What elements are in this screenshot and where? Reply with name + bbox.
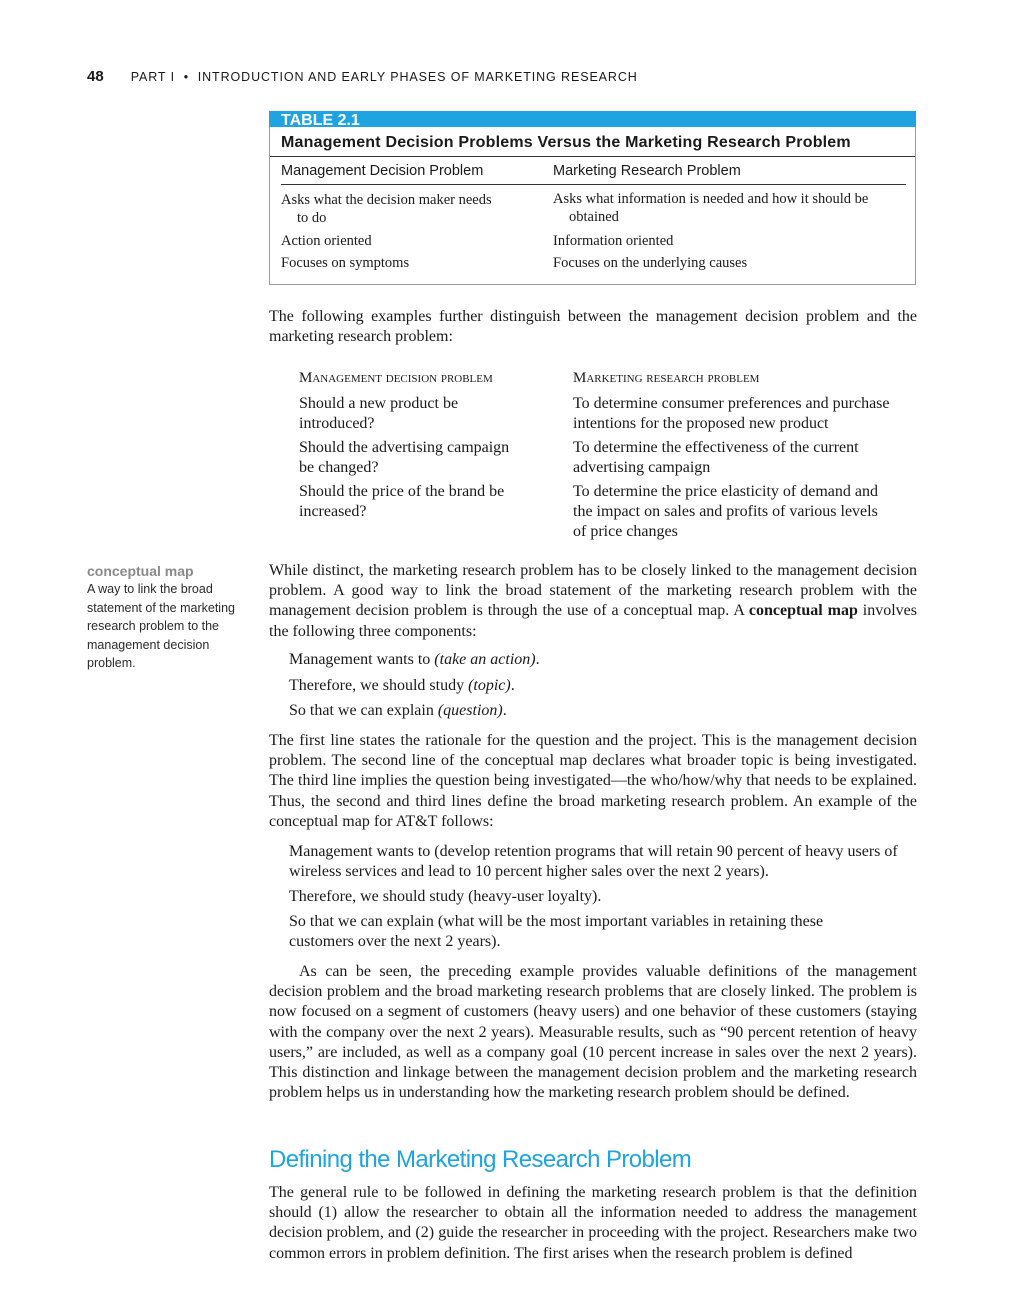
margin-note bbox=[87, 562, 252, 673]
table-rule bbox=[281, 184, 906, 185]
template-punct: . bbox=[502, 702, 507, 719]
example-line: of price changes bbox=[573, 523, 678, 541]
table-cell-line: to do bbox=[297, 210, 327, 226]
template-punct: . bbox=[510, 677, 515, 694]
template-placeholder: (question) bbox=[437, 702, 503, 719]
section-heading: Defining the Marketing Research Problem bbox=[269, 1146, 692, 1173]
example-line: Should the price of the brand be bbox=[299, 483, 505, 500]
table-cell: Focuses on the underlying causes bbox=[553, 255, 748, 271]
examples-header-management: Management decision problem bbox=[299, 370, 493, 386]
table-title: Management Decision Problems Versus the Marketing Research Problem bbox=[281, 134, 851, 151]
examples-header-research: Marketing research problem bbox=[573, 370, 760, 386]
example-line: be changed? bbox=[299, 459, 379, 477]
att-example-line: So that we can explain (what will be the most important variables in retaining these customers over the next 2 years). bbox=[289, 913, 824, 951]
table-col-header-management: Management Decision Problem bbox=[281, 163, 484, 179]
example-research-problem bbox=[573, 438, 859, 478]
as-can-be-seen-paragraph: As can be seen, the preceding example provides valuable definitions of the management decision problem and the broad marketing research problems that are closely linked. The problem is now focused on a segment of customers (heavy users) and one behavior of these customers (staying with the company over the next 2 years). Measurable results, such as “90 percent retention of heavy users,” are included, as well as a company goal (10 percent increase in sales over the next 2 years). This distinction and linkage between the management decision problem and the marketing research problem helps us in understanding how the marketing research problem should be defined. bbox=[269, 963, 917, 1102]
example-line: intentions for the proposed new product bbox=[573, 415, 829, 433]
general-rule-paragraph: The general rule to be followed in defining the marketing research problem is that the definition should (1) allow the researcher to obtain all the information needed to address the management decision problem, and (2) guide the researcher in proceeding with the project. Researchers make two common errors in problem definition. The first arises when the research problem is defined bbox=[269, 1184, 917, 1262]
example-line: Should the advertising campaign bbox=[299, 439, 510, 456]
template-text: Management wants to bbox=[289, 651, 435, 668]
template-text: So that we can explain bbox=[289, 702, 438, 719]
table-cell-line: Asks what information is needed and how it should be bbox=[553, 191, 869, 207]
table-col-header-research: Marketing Research Problem bbox=[553, 163, 741, 179]
example-line: To determine consumer preferences and purchase bbox=[573, 395, 890, 412]
conceptual-map-line bbox=[289, 650, 917, 670]
page-number: 48 bbox=[87, 68, 104, 85]
template-placeholder: (take an action) bbox=[434, 651, 536, 668]
margin-note-term: conceptual map bbox=[87, 563, 194, 579]
table-cell: Action oriented bbox=[281, 233, 372, 249]
example-research-problem bbox=[573, 394, 890, 434]
table-cell: Information oriented bbox=[553, 233, 674, 249]
template-placeholder: (topic) bbox=[468, 677, 511, 694]
conceptual-map-line bbox=[289, 701, 917, 721]
table-rule bbox=[270, 156, 915, 157]
example-research-problem bbox=[573, 482, 878, 543]
template-punct: . bbox=[535, 651, 540, 668]
example-line: introduced? bbox=[299, 415, 375, 433]
example-line: Should a new product be bbox=[299, 395, 459, 412]
example-line: increased? bbox=[299, 503, 367, 521]
table-label-bar bbox=[269, 111, 916, 127]
table-cell bbox=[553, 190, 903, 226]
first-line-paragraph: The first line states the rationale for the question and the project. This is the management decision problem. The second line of the conceptual map declares what broader topic is being investigated. The third line implies the question being investigated—the who/how/why that needs to be explained. Thus, the second and third lines define the broad marketing research problem. An example of the conceptual map for AT&T follows: bbox=[269, 732, 917, 830]
example-line: To determine the price elasticity of demand and bbox=[573, 483, 878, 500]
example-management-problem bbox=[299, 438, 509, 478]
running-head: PART I • INTRODUCTION AND EARLY PHASES OF MARKETING RESEARCH bbox=[130, 70, 638, 84]
example-line: advertising campaign bbox=[573, 459, 711, 477]
table-cell bbox=[281, 191, 531, 227]
table-cell: Focuses on symptoms bbox=[281, 255, 410, 271]
att-example-line: Management wants to (develop retention programs that will retain 90 percent of heavy users of wireless services and lead to 10 percent higher sales over the next 2 years). bbox=[289, 843, 898, 881]
table-cell-line: Asks what the decision maker needs bbox=[281, 192, 492, 208]
template-text: Therefore, we should study bbox=[289, 677, 469, 694]
example-line: To determine the effectiveness of the current bbox=[573, 439, 859, 456]
table-label: TABLE 2.1 bbox=[281, 112, 360, 129]
paragraph-text: While distinct, the marketing research problem has to be closely linked to the management decision problem. A good way to link the broad statement of the marketing research problem with the management decision problem is through the use of a conceptual map. A bbox=[269, 562, 917, 620]
table-2-1 bbox=[269, 111, 916, 285]
key-term: conceptual map bbox=[748, 602, 858, 620]
example-line: the impact on sales and profits of various levels bbox=[573, 503, 878, 521]
margin-note-definition: A way to link the broad statement of the marketing research problem to the management decision problem. bbox=[87, 582, 235, 670]
example-management-problem bbox=[299, 482, 504, 522]
table-cell-line: obtained bbox=[569, 209, 619, 225]
page-header bbox=[87, 68, 638, 90]
conceptual-map-paragraph bbox=[269, 561, 917, 642]
conceptual-map-line bbox=[289, 676, 917, 696]
paragraph-text: involves the following three components: bbox=[269, 602, 918, 640]
intro-paragraph: The following examples further distinguish between the management decision problem and the marketing research problem: bbox=[269, 308, 917, 346]
att-example-line: Therefore, we should study (heavy-user loyalty). bbox=[289, 888, 602, 905]
example-management-problem bbox=[299, 394, 458, 434]
